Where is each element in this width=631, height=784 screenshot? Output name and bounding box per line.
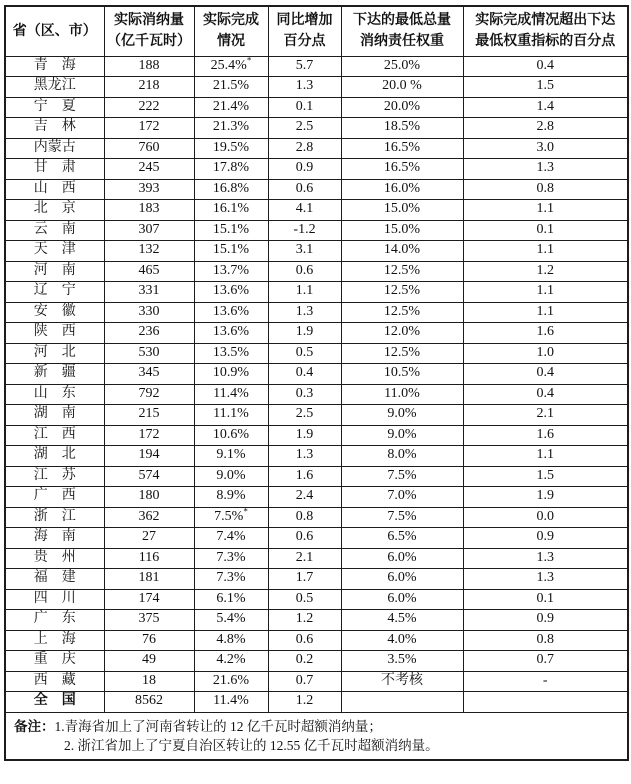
cell-province: 湖 北 (5, 446, 104, 467)
cell-province: 安 徽 (5, 302, 104, 323)
table-row (5, 466, 628, 487)
cell-completion: 11.1% (194, 405, 268, 426)
cell-province: 云 南 (5, 220, 104, 241)
table-row (5, 671, 628, 692)
cell-min_weight: 6.0% (341, 569, 463, 590)
cell-exceed: 1.1 (463, 200, 628, 221)
cell-yoy: 1.2 (268, 610, 341, 631)
table-row (5, 569, 628, 590)
cell-yoy: 0.6 (268, 528, 341, 549)
cell-yoy: 0.7 (268, 671, 341, 692)
cell-exceed: 1.4 (463, 97, 628, 118)
cell-exceed: 1.3 (463, 569, 628, 590)
cell-consumption: 393 (104, 179, 194, 200)
cell-min_weight: 14.0% (341, 241, 463, 262)
cell-min_weight: 12.5% (341, 261, 463, 282)
table-row (5, 507, 628, 528)
cell-completion: 13.6% (194, 282, 268, 303)
cell-province: 宁 夏 (5, 97, 104, 118)
notes-cell (5, 712, 628, 760)
cell-exceed: 0.1 (463, 220, 628, 241)
cell-province: 广 西 (5, 487, 104, 508)
cell-consumption: 222 (104, 97, 194, 118)
cell-completion: 5.4% (194, 610, 268, 631)
cell-consumption: 27 (104, 528, 194, 549)
cell-exceed: 0.4 (463, 384, 628, 405)
cell-completion: 16.8% (194, 179, 268, 200)
cell-min_weight: 10.5% (341, 364, 463, 385)
cell-exceed (463, 692, 628, 713)
cell-province: 浙 江 (5, 507, 104, 528)
consumption-table (4, 5, 629, 761)
cell-yoy: 0.6 (268, 261, 341, 282)
cell-completion: 15.1% (194, 241, 268, 262)
cell-yoy: 1.7 (268, 569, 341, 590)
cell-min_weight: 15.0% (341, 220, 463, 241)
table-row (5, 241, 628, 262)
cell-yoy: 0.2 (268, 651, 341, 672)
cell-completion: 13.6% (194, 323, 268, 344)
cell-completion: 4.8% (194, 630, 268, 651)
cell-exceed: 1.2 (463, 261, 628, 282)
cell-yoy: 0.5 (268, 589, 341, 610)
table-body (5, 56, 628, 712)
cell-min_weight: 3.5% (341, 651, 463, 672)
cell-min_weight: 15.0% (341, 200, 463, 221)
table-row (5, 651, 628, 672)
cell-yoy: 1.3 (268, 302, 341, 323)
table-row (5, 179, 628, 200)
cell-yoy: 0.3 (268, 384, 341, 405)
cell-yoy: 0.5 (268, 343, 341, 364)
cell-completion: 8.9% (194, 487, 268, 508)
cell-exceed: 1.5 (463, 77, 628, 98)
cell-province: 广 东 (5, 610, 104, 631)
cell-consumption: 331 (104, 282, 194, 303)
cell-province: 天 津 (5, 241, 104, 262)
table-row (5, 487, 628, 508)
cell-consumption: 330 (104, 302, 194, 323)
cell-province: 黑龙江 (5, 77, 104, 98)
cell-yoy: 1.9 (268, 323, 341, 344)
cell-yoy: 1.2 (268, 692, 341, 713)
cell-yoy: 1.1 (268, 282, 341, 303)
table-row (5, 364, 628, 385)
table-row (5, 343, 628, 364)
cell-yoy: 2.5 (268, 405, 341, 426)
cell-min_weight: 16.5% (341, 159, 463, 180)
cell-completion: 10.9% (194, 364, 268, 385)
cell-province: 江 西 (5, 425, 104, 446)
cell-consumption: 362 (104, 507, 194, 528)
cell-exceed: 1.1 (463, 302, 628, 323)
note-line-2: 2. 浙江省加上了宁夏自治区转让的 12.55 亿千瓦时超额消纳量。 (64, 737, 439, 753)
cell-min_weight: 不考核 (341, 671, 463, 692)
cell-consumption: 18 (104, 671, 194, 692)
cell-province: 山 西 (5, 179, 104, 200)
cell-yoy: 1.6 (268, 466, 341, 487)
cell-min_weight: 8.0% (341, 446, 463, 467)
cell-consumption: 530 (104, 343, 194, 364)
cell-consumption: 172 (104, 118, 194, 139)
table-row (5, 589, 628, 610)
cell-exceed: 1.3 (463, 548, 628, 569)
cell-yoy: 0.9 (268, 159, 341, 180)
table-row (5, 159, 628, 180)
cell-province: 福 建 (5, 569, 104, 590)
cell-completion: 7.4% (194, 528, 268, 549)
cell-exceed: 2.8 (463, 118, 628, 139)
cell-yoy: 1.9 (268, 425, 341, 446)
cell-province: 新 疆 (5, 364, 104, 385)
table-row (5, 528, 628, 549)
cell-exceed: 0.8 (463, 630, 628, 651)
table-row (5, 323, 628, 344)
cell-yoy: 1.3 (268, 77, 341, 98)
cell-consumption: 181 (104, 569, 194, 590)
cell-completion: 10.6% (194, 425, 268, 446)
cell-yoy: 0.1 (268, 97, 341, 118)
header-yoy: 同比增加 百分点 (268, 6, 341, 56)
cell-province: 甘 肃 (5, 159, 104, 180)
cell-completion: 7.5%* (194, 507, 268, 528)
header-row (5, 6, 628, 56)
cell-min_weight: 11.0% (341, 384, 463, 405)
cell-consumption: 188 (104, 56, 194, 77)
cell-min_weight: 4.5% (341, 610, 463, 631)
cell-completion: 25.4%* (194, 56, 268, 77)
cell-consumption: 760 (104, 138, 194, 159)
cell-completion: 13.5% (194, 343, 268, 364)
cell-min_weight: 20.0% (341, 97, 463, 118)
cell-consumption: 180 (104, 487, 194, 508)
cell-province: 北 京 (5, 200, 104, 221)
table-header (5, 6, 628, 56)
cell-consumption: 307 (104, 220, 194, 241)
cell-exceed: 0.7 (463, 651, 628, 672)
cell-province: 内蒙古 (5, 138, 104, 159)
cell-min_weight: 9.0% (341, 425, 463, 446)
cell-consumption: 172 (104, 425, 194, 446)
cell-yoy: 0.4 (268, 364, 341, 385)
table-row (5, 302, 628, 323)
cell-min_weight: 12.5% (341, 302, 463, 323)
cell-consumption: 236 (104, 323, 194, 344)
cell-consumption: 116 (104, 548, 194, 569)
notes-label: 备注： (14, 718, 55, 734)
cell-min_weight: 9.0% (341, 405, 463, 426)
cell-province: 湖 南 (5, 405, 104, 426)
cell-province: 贵 州 (5, 548, 104, 569)
cell-min_weight: 16.0% (341, 179, 463, 200)
cell-min_weight: 4.0% (341, 630, 463, 651)
table-row (5, 220, 628, 241)
cell-min_weight: 7.5% (341, 507, 463, 528)
cell-consumption: 345 (104, 364, 194, 385)
header-min_weight: 下达的最低总量 消纳责任权重 (341, 6, 463, 56)
cell-consumption: 194 (104, 446, 194, 467)
table-row (5, 118, 628, 139)
cell-exceed: 0.9 (463, 528, 628, 549)
cell-completion: 9.0% (194, 466, 268, 487)
cell-completion: 15.1% (194, 220, 268, 241)
cell-completion: 4.2% (194, 651, 268, 672)
cell-exceed: 2.1 (463, 405, 628, 426)
table-row (5, 610, 628, 631)
footnote-asterisk: * (243, 507, 248, 517)
cell-consumption: 465 (104, 261, 194, 282)
header-exceed: 实际完成情况超出下达 最低权重指标的百分点 (463, 6, 628, 56)
cell-consumption: 375 (104, 610, 194, 631)
note-text-1: 1.青海省加上了河南省转让的 12 亿千瓦时超额消纳量； (54, 718, 382, 734)
cell-completion: 21.4% (194, 97, 268, 118)
cell-exceed: 0.9 (463, 610, 628, 631)
cell-completion: 17.8% (194, 159, 268, 180)
cell-min_weight: 20.0 % (341, 77, 463, 98)
cell-completion: 21.3% (194, 118, 268, 139)
cell-exceed: 1.9 (463, 487, 628, 508)
cell-province: 河 北 (5, 343, 104, 364)
cell-exceed: 1.5 (463, 466, 628, 487)
cell-province: 重 庆 (5, 651, 104, 672)
cell-consumption: 8562 (104, 692, 194, 713)
cell-consumption: 245 (104, 159, 194, 180)
cell-exceed: 3.0 (463, 138, 628, 159)
cell-min_weight: 12.5% (341, 343, 463, 364)
table-row (5, 630, 628, 651)
cell-completion: 7.3% (194, 569, 268, 590)
table-row (5, 446, 628, 467)
cell-consumption: 574 (104, 466, 194, 487)
cell-province: 江 苏 (5, 466, 104, 487)
cell-province: 青 海 (5, 56, 104, 77)
cell-exceed: 1.1 (463, 446, 628, 467)
cell-exceed: 1.3 (463, 159, 628, 180)
cell-min_weight: 6.0% (341, 589, 463, 610)
total-row (5, 692, 628, 713)
cell-completion: 21.5% (194, 77, 268, 98)
cell-exceed: 0.1 (463, 589, 628, 610)
cell-min_weight: 25.0% (341, 56, 463, 77)
note-line-1 (14, 717, 619, 736)
cell-province: 陕 西 (5, 323, 104, 344)
cell-exceed: 1.1 (463, 282, 628, 303)
cell-min_weight: 18.5% (341, 118, 463, 139)
cell-province: 河 南 (5, 261, 104, 282)
cell-yoy: -1.2 (268, 220, 341, 241)
footnote-asterisk: * (246, 56, 252, 66)
cell-consumption: 215 (104, 405, 194, 426)
cell-min_weight: 6.0% (341, 548, 463, 569)
cell-province: 辽 宁 (5, 282, 104, 303)
cell-yoy: 2.8 (268, 138, 341, 159)
cell-yoy: 1.3 (268, 446, 341, 467)
table-row (5, 548, 628, 569)
cell-yoy: 2.4 (268, 487, 341, 508)
cell-province: 吉 林 (5, 118, 104, 139)
cell-province: 全 国 (5, 692, 104, 713)
cell-consumption: 183 (104, 200, 194, 221)
cell-min_weight: 6.5% (341, 528, 463, 549)
cell-yoy: 2.5 (268, 118, 341, 139)
cell-province: 上 海 (5, 630, 104, 651)
cell-exceed: 0.4 (463, 56, 628, 77)
cell-completion: 21.6% (194, 671, 268, 692)
cell-min_weight: 7.0% (341, 487, 463, 508)
cell-min_weight: 7.5% (341, 466, 463, 487)
cell-exceed: 0.8 (463, 179, 628, 200)
cell-consumption: 174 (104, 589, 194, 610)
cell-yoy: 5.7 (268, 56, 341, 77)
cell-min_weight (341, 692, 463, 713)
table-row (5, 56, 628, 77)
table-footer (5, 712, 628, 760)
table-row (5, 282, 628, 303)
cell-completion: 13.7% (194, 261, 268, 282)
cell-yoy: 3.1 (268, 241, 341, 262)
header-province: 省（区、市） (5, 6, 104, 56)
notes-row (5, 712, 628, 760)
cell-completion: 11.4% (194, 692, 268, 713)
cell-min_weight: 12.5% (341, 282, 463, 303)
cell-exceed: - (463, 671, 628, 692)
cell-exceed: 1.6 (463, 425, 628, 446)
cell-province: 四 川 (5, 589, 104, 610)
table-row (5, 77, 628, 98)
cell-yoy: 0.6 (268, 630, 341, 651)
cell-exceed: 1.1 (463, 241, 628, 262)
cell-completion: 11.4% (194, 384, 268, 405)
cell-consumption: 76 (104, 630, 194, 651)
cell-completion: 9.1% (194, 446, 268, 467)
cell-exceed: 0.4 (463, 364, 628, 385)
cell-completion: 19.5% (194, 138, 268, 159)
cell-yoy: 0.6 (268, 179, 341, 200)
cell-completion: 13.6% (194, 302, 268, 323)
cell-consumption: 218 (104, 77, 194, 98)
cell-exceed: 1.0 (463, 343, 628, 364)
table-row (5, 405, 628, 426)
cell-yoy: 0.8 (268, 507, 341, 528)
cell-yoy: 4.1 (268, 200, 341, 221)
table-row (5, 384, 628, 405)
cell-completion: 6.1% (194, 589, 268, 610)
cell-min_weight: 12.0% (341, 323, 463, 344)
cell-completion: 7.3% (194, 548, 268, 569)
table-row (5, 200, 628, 221)
cell-province: 西 藏 (5, 671, 104, 692)
table-row (5, 425, 628, 446)
cell-province: 海 南 (5, 528, 104, 549)
header-consumption: 实际消纳量 （亿千瓦时） (104, 6, 194, 56)
table-row (5, 138, 628, 159)
cell-min_weight: 16.5% (341, 138, 463, 159)
cell-completion: 16.1% (194, 200, 268, 221)
cell-exceed: 0.0 (463, 507, 628, 528)
cell-consumption: 792 (104, 384, 194, 405)
table-row (5, 261, 628, 282)
cell-exceed: 1.6 (463, 323, 628, 344)
cell-consumption: 132 (104, 241, 194, 262)
cell-yoy: 2.1 (268, 548, 341, 569)
header-completion: 实际完成 情况 (194, 6, 268, 56)
cell-province: 山 东 (5, 384, 104, 405)
table-row (5, 97, 628, 118)
cell-consumption: 49 (104, 651, 194, 672)
